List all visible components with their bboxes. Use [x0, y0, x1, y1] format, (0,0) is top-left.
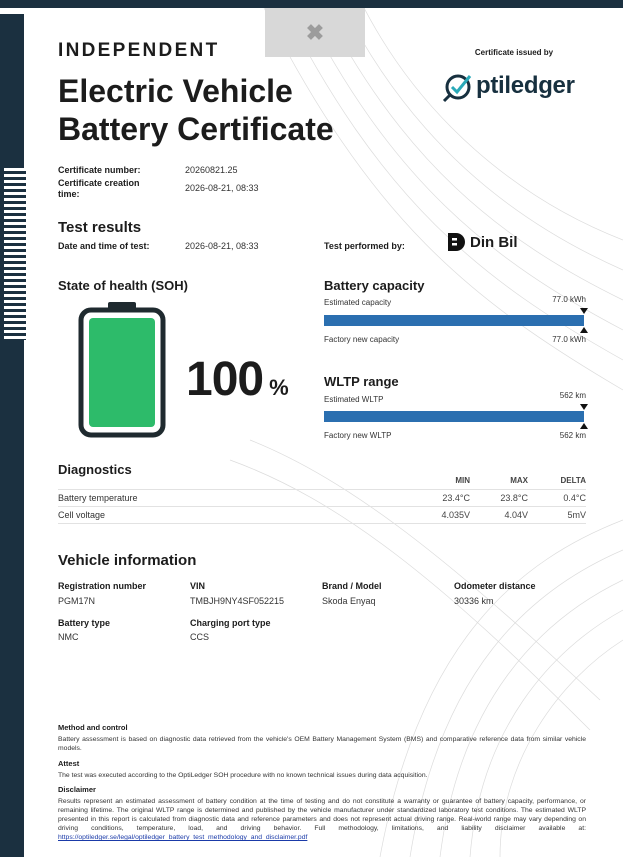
diagnostics-divider	[58, 506, 586, 507]
certificate-number-label: Certificate number:	[58, 165, 141, 175]
close-overlay-button[interactable]	[265, 8, 365, 57]
odometer-label: Odometer distance	[454, 581, 536, 591]
diagnostics-heading: Diagnostics	[58, 462, 132, 477]
estimated-capacity-value: 77.0 kWh	[552, 295, 586, 304]
method-title: Method and control	[58, 723, 128, 732]
diagnostics-col-min: MIN	[455, 476, 470, 485]
diagnostics-divider	[58, 489, 586, 490]
estimated-wltp-label: Estimated WLTP	[324, 395, 384, 404]
charging-port-label: Charging port type	[190, 618, 271, 628]
optiledger-logo-icon	[440, 68, 476, 104]
battery-icon	[78, 302, 166, 438]
soh-heading: State of health (SOH)	[58, 278, 189, 293]
diagnostics-row-max: 23.8°C	[500, 493, 528, 503]
factory-wltp-marker	[580, 423, 588, 429]
performed-by-label: Test performed by:	[324, 241, 405, 251]
estimated-capacity-label: Estimated capacity	[324, 298, 392, 307]
attest-title: Attest	[58, 759, 80, 768]
estimated-capacity-marker	[580, 308, 588, 314]
performer-name: Din Bil	[470, 233, 518, 251]
test-datetime-value: 2026-08-21, 08:33	[185, 241, 259, 251]
estimated-wltp-marker	[580, 404, 588, 410]
disclaimer-link[interactable]: https://optiledger.se/legal/optiledger_battery_test_methodology_and_disclaimer.pdf	[58, 834, 308, 841]
diagnostics-col-max: MAX	[510, 476, 528, 485]
certificate-kicker: INDEPENDENT	[58, 40, 220, 61]
certificate-creation-value: 2026-08-21, 08:33	[185, 183, 259, 193]
test-datetime-label: Date and time of test:	[58, 241, 150, 251]
disclaimer-text: Results represent an estimated assessment of battery condition at the time of testing and do not constitute a warranty or guarantee of battery capacity, performance, or remaining lifetime. The original WLTP range is determined and published by the vehicle manufacturer under standardized laboratory test conditions. The estimated WLTP presented in this report is calculated from diagnostic data and reference parameters and does not represent actual driving range. Real-world range may vary depending on driving conditions, temperature, load, and driving behavior. Full methodology, limitations, and liability disclaimer available at:	[58, 798, 586, 832]
capacity-progress-bar	[324, 315, 584, 326]
side-band	[0, 14, 24, 857]
method-text: Battery assessment is based on diagnostic data retrieved from the vehicle's OEM Battery Management System (BMS) and comparative reference data from similar vehicle models.	[58, 736, 586, 752]
diagnostics-col-delta: DELTA	[560, 476, 586, 485]
estimated-wltp-value: 562 km	[559, 391, 586, 400]
din-bil-logo-icon	[446, 231, 466, 253]
vehicle-info-heading: Vehicle information	[58, 552, 197, 569]
diagnostics-row-delta: 0.4°C	[563, 493, 586, 503]
soh-value: 100	[186, 353, 264, 406]
wltp-heading: WLTP range	[324, 374, 399, 389]
din-bil-logo	[446, 231, 518, 253]
factory-capacity-label: Factory new capacity	[324, 335, 400, 344]
battery-type-value: NMC	[58, 632, 79, 642]
attest-text: The test was executed according to the OptiLedger SOH procedure with no known technical issues during data acquisition.	[58, 772, 428, 779]
vin-label: VIN	[190, 581, 206, 591]
test-results-heading: Test results	[58, 219, 142, 236]
certificate-number-value: 20260821.25	[185, 165, 238, 175]
disclaimer-title: Disclaimer	[58, 785, 96, 794]
diagnostics-row-max: 4.04V	[504, 510, 528, 520]
odometer-value: 30336 km	[454, 596, 494, 606]
brand-model-value: Skoda Enyaq	[322, 596, 376, 606]
optiledger-logo-text: ptiledger	[476, 72, 575, 99]
charging-port-value: CCS	[190, 632, 210, 642]
page-title: Electric Vehicle Battery Certificate	[58, 73, 334, 147]
soh-readout	[186, 352, 289, 407]
soh-unit: %	[269, 375, 289, 400]
diagnostics-row-min: 4.035V	[441, 510, 470, 520]
wltp-progress-bar	[324, 411, 584, 422]
factory-wltp-value: 562 km	[559, 431, 586, 440]
issued-by-label: Certificate issued by	[474, 48, 554, 57]
optiledger-logo	[440, 68, 575, 104]
registration-value: PGM17N	[58, 596, 96, 606]
diagnostics-row-label: Cell voltage	[58, 510, 106, 520]
side-barcode-stripes	[4, 168, 26, 340]
disclaimer-block	[58, 797, 586, 842]
diagnostics-row-delta: 5mV	[567, 510, 586, 520]
vin-value: TMBJH9NY4SF052215	[190, 596, 285, 606]
factory-capacity-value: 77.0 kWh	[552, 335, 586, 344]
registration-label: Registration number	[58, 581, 147, 591]
certificate-creation-label: Certificate creation time:	[58, 178, 140, 199]
diagnostics-row-label: Battery temperature	[58, 493, 138, 503]
factory-capacity-marker	[580, 327, 588, 333]
diagnostics-divider	[58, 523, 586, 524]
battery-fill-level	[89, 318, 155, 427]
top-border	[0, 0, 623, 8]
brand-model-label: Brand / Model	[322, 581, 382, 591]
factory-wltp-label: Factory new WLTP	[324, 431, 392, 440]
battery-capacity-heading: Battery capacity	[324, 278, 425, 293]
battery-type-label: Battery type	[58, 618, 111, 628]
close-icon: ✖	[305, 20, 325, 45]
diagnostics-row-min: 23.4°C	[442, 493, 470, 503]
